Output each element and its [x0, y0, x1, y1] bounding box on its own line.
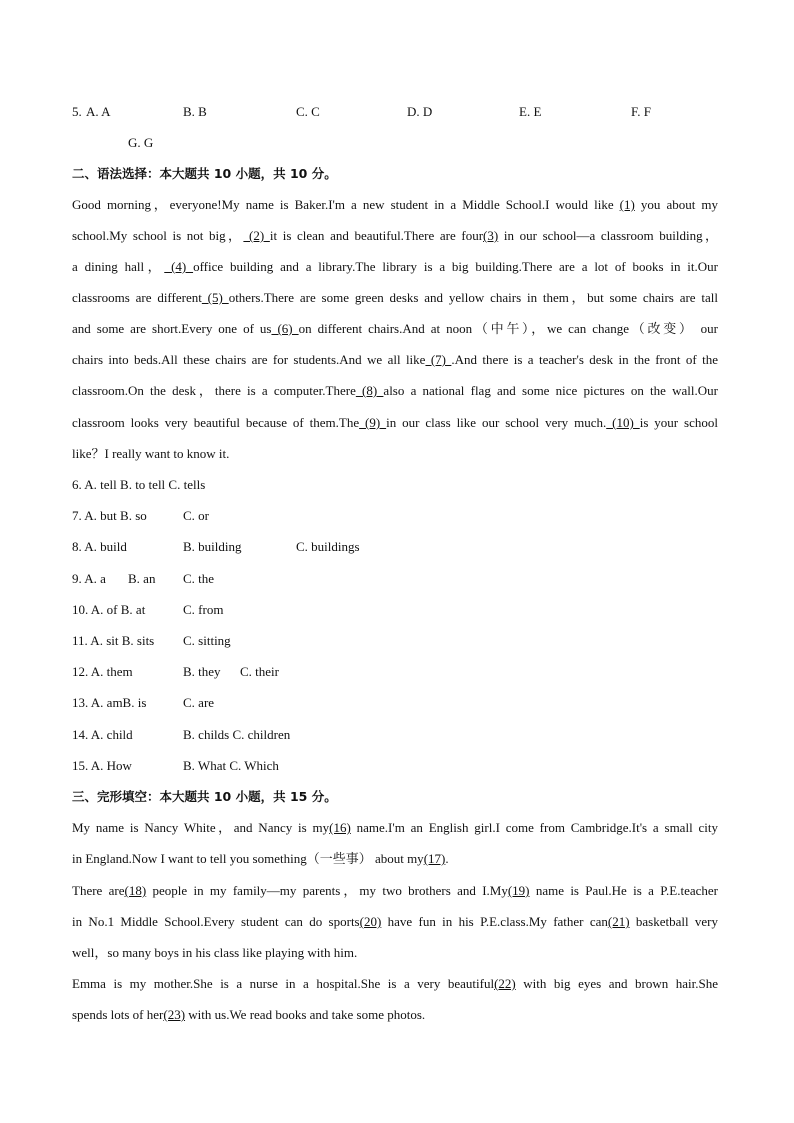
question-8-option-c: C. buildings [296, 539, 360, 554]
question-9-option-b: B. an [128, 571, 156, 586]
question-14-option-a: 14. A. child [72, 727, 133, 742]
blank-7: (7) [425, 352, 452, 367]
question-13-part: 13. A. amB. is [72, 695, 147, 710]
q5-option-a: A. A [86, 104, 111, 119]
passage-line: in No.1 Middle School.Every student can do sports(20) have fun in his P.E.class.My father can(21) basketball very [72, 914, 718, 929]
question-10-part: 10. A. of B. at [72, 602, 146, 617]
passage-line: like？I really want to know it. [72, 446, 230, 461]
question-10-option-c: C. from [183, 602, 224, 617]
blank-6: (6) [271, 321, 299, 336]
question-15-option-a: 15. A. How [72, 758, 132, 773]
blank-4: (4) [164, 259, 194, 274]
blank-19: (19) [507, 883, 530, 898]
passage-line: Good morning，everyone!My name is Baker.I'm a new student in a Middle School.I would like (1) you about my [72, 197, 718, 212]
passage-line: classroom.On the desk，there is a computer.There (8) also a national flag and some nice pictures on the wall.Our [72, 383, 718, 398]
passage-line: There are(18) people in my family—my parents，my two brothers and I.My(19) name is Paul.He is a P.E.teacher [72, 883, 718, 898]
passage-line: Emma is my mother.She is a nurse in a hospital.She is a very beautiful(22) with big eyes and brown hair.She [72, 976, 718, 991]
blank-23: (23) [163, 1007, 186, 1022]
question-7-option-c: C. or [183, 508, 209, 523]
blank-17: (17) [423, 851, 446, 866]
blank-8: (8) [355, 383, 384, 398]
question-13-option-c: C. are [183, 695, 215, 710]
q5-option-b: B. B [183, 104, 207, 119]
passage-line: chairs into beds.All these chairs are for students.And we all like (7) .And there is a teacher's desk in the front of the [72, 352, 718, 367]
blank-22: (22) [494, 976, 516, 991]
q5-option-c: C. C [296, 104, 320, 119]
q5-option-g: G. G [128, 135, 154, 150]
question-11-part: 11. A. sit B. sits [72, 633, 155, 648]
blank-10: (10) [606, 415, 640, 430]
q5-option-d: D. D [407, 104, 433, 119]
passage-line: and some are short.Every one of us (6) on different chairs.And at noon（中午），we can change（改变） our [72, 321, 718, 336]
q5-option-e: E. E [519, 104, 542, 119]
blank-20: (20) [359, 914, 382, 929]
passage-line: spends lots of her(23) with us.We read books and take some photos. [72, 1007, 426, 1022]
section-3-heading: 三、完形填空：本大题共 10 小题，共 15 分。 [72, 789, 337, 804]
blank-3: (3) [483, 228, 499, 243]
question-8-option-a: 8. A. build [72, 539, 127, 554]
q5-option-f: F. F [631, 104, 651, 119]
question-12-option-a: 12. A. them [72, 664, 133, 679]
question-12-option-b: B. they [183, 664, 221, 679]
passage-line: well，so many boys in his class like playing with him. [72, 945, 358, 960]
question-9-option-c: C. the [183, 571, 215, 586]
blank-5: (5) [201, 290, 229, 305]
blank-2: (2) [243, 228, 270, 243]
passage-line: a dining hall， (4) office building and a library.The library is a big building.There are a lot of books in it.Our [72, 259, 718, 274]
question-8-option-b: B. building [183, 539, 242, 554]
q5-number: 5. [72, 104, 82, 119]
question-14-part: B. childs C. children [183, 727, 291, 742]
question-9-option-a: 9. A. a [72, 571, 106, 586]
passage-line: classroom looks very beautiful because of them.The (9) in our class like our school very much. (10) is your school [72, 415, 718, 430]
blank-18: (18) [124, 883, 147, 898]
blank-9: (9) [359, 415, 387, 430]
blank-1: (1) [619, 197, 635, 212]
section-2-heading: 二、语法选择：本大题共 10 小题，共 10 分。 [72, 166, 337, 181]
question-15-part: B. What C. Which [183, 758, 279, 773]
question-7-part: 7. A. but B. so [72, 508, 147, 523]
blank-21: (21) [607, 914, 630, 929]
question-6: 6. A. tell B. to tell C. tells [72, 477, 206, 492]
passage-line: classrooms are different (5) others.There are some green desks and yellow chairs in them，but some chairs are tall [72, 290, 719, 305]
passage-line: My name is Nancy White，and Nancy is my(16) name.I'm an English girl.I come from Cambridge.It's a small city [72, 820, 718, 835]
blank-16: (16) [329, 820, 351, 835]
question-11-option-c: C. sitting [183, 633, 231, 648]
passage-line: school.My school is not big， (2) it is clean and beautiful.There are four(3) in our school—a classroom building， [72, 228, 718, 243]
question-12-option-c: C. their [240, 664, 279, 679]
passage-line: in England.Now I want to tell you something（一些事） about my(17). [72, 851, 449, 866]
